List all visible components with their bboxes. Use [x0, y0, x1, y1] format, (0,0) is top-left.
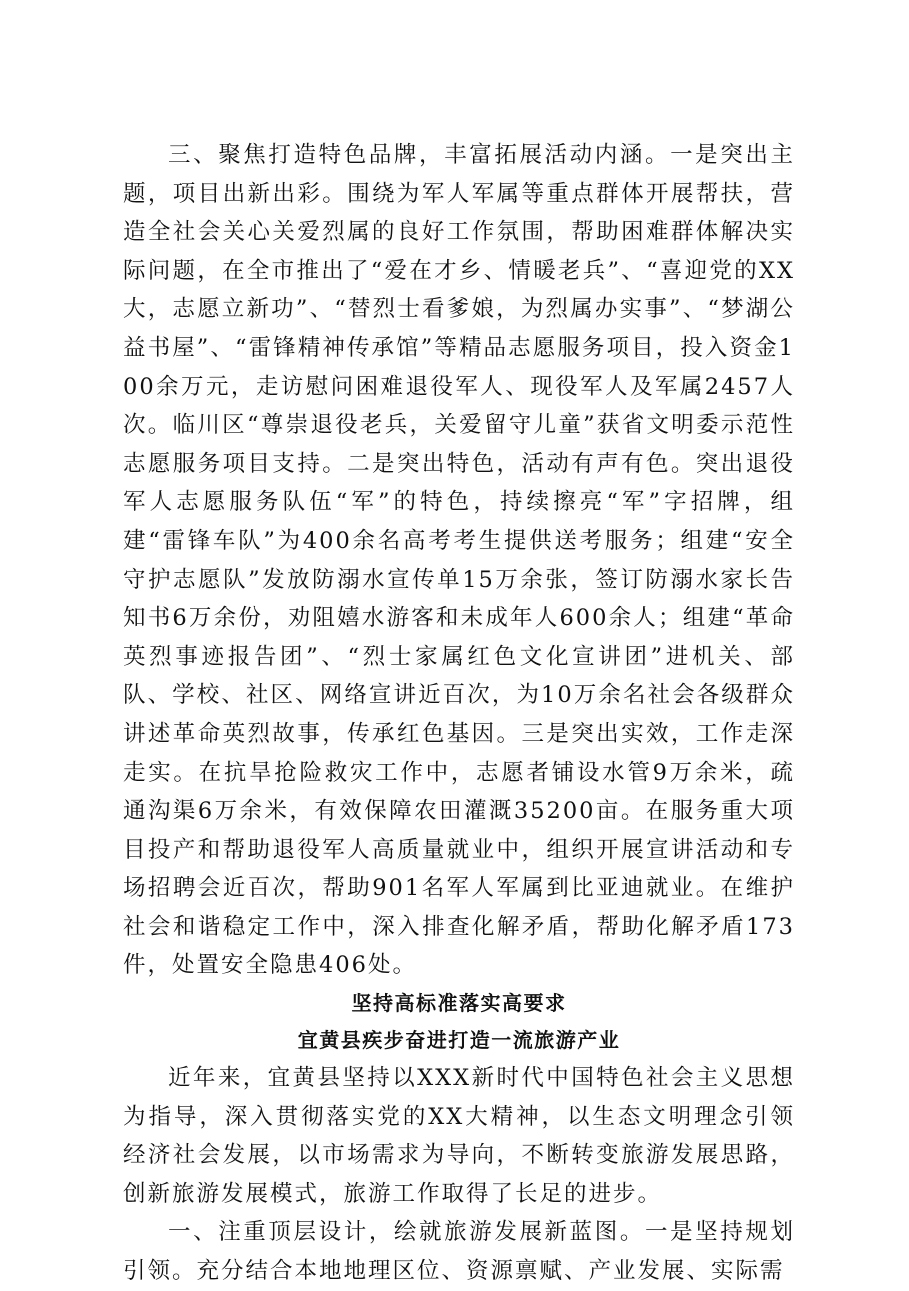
body-paragraph: 一、注重顶层设计，绘就旅游发展新蓝图。一是坚持规划引领。充分结合本地地理区位、资源禀赋、产业发展、实际需: [123, 1219, 795, 1285]
article-title: 坚持高标准落实高要求: [351, 991, 567, 1016]
article-subtitle: 宜黄县疾步奋进打造一流旅游产业: [297, 1028, 621, 1053]
body-paragraph: 三、聚焦打造特色品牌，丰富拓展活动内涵。一是突出主题，项目出新出彩。围绕为军人军属等重点群体开展帮扶，营造全社会关心关爱烈属的良好工作氛围，帮助困难群体解决实际问题，在全市推出了“爱在才乡、情暖老兵”、“喜迎党的XX大，志愿立新功”、“替烈士看爹娘，为烈属办实事”、“梦湖公益书屋”、“雷锋精神传承馆”等精品志愿服务项目，投入资金100余万元，走访慰问困难退役军人、现役军人及军属2457人次。临川区“尊崇退役老兵，关爱留守儿童”获省文明委示范性志愿服务项目支持。二是突出特色，活动有声有色。突出退役军人志愿服务队伍“军”的特色，持续擦亮“军”字招牌，组建“雷锋车队”为400余名高考考生提供送考服务；组建“安全守护志愿队”发放防溺水宣传单15万余张，签订防溺水家长告知书6万余份，劝阻嬉水游客和未成年人600余人；组建“革命英烈事迹报告团”、“烈士家属红色文化宣讲团”进机关、部队、学校、社区、网络宣讲近百次，为10万余名社会各级群众讲述革命英烈故事，传承红色基因。三是突出实效，工作走深走实。在抗旱抢险救灾工作中，志愿者铺设水管9万余米，疏通沟渠6万余米，有效保障农田灌溉35200亩。在服务重大项目投产和帮助退役军人高质量就业中，组织开展宣讲活动和专场招聘会近百次，帮助901名军人军属到比亚迪就业。在维护社会和谐稳定工作中，深入排查化解矛盾，帮助化解矛盾173件，处置安全隐患406处。: [123, 142, 795, 979]
document-page: [123, 136, 795, 1291]
body-paragraph: 近年来，宜黄县坚持以XXX新时代中国特色社会主义思想为指导，深入贯彻落实党的XX大精神，以生态文明理念引领经济社会发展，以市场需求为导向，不断转变旅游发展思路，创新旅游发展模式，旅游工作取得了长足的进步。: [123, 1065, 795, 1207]
